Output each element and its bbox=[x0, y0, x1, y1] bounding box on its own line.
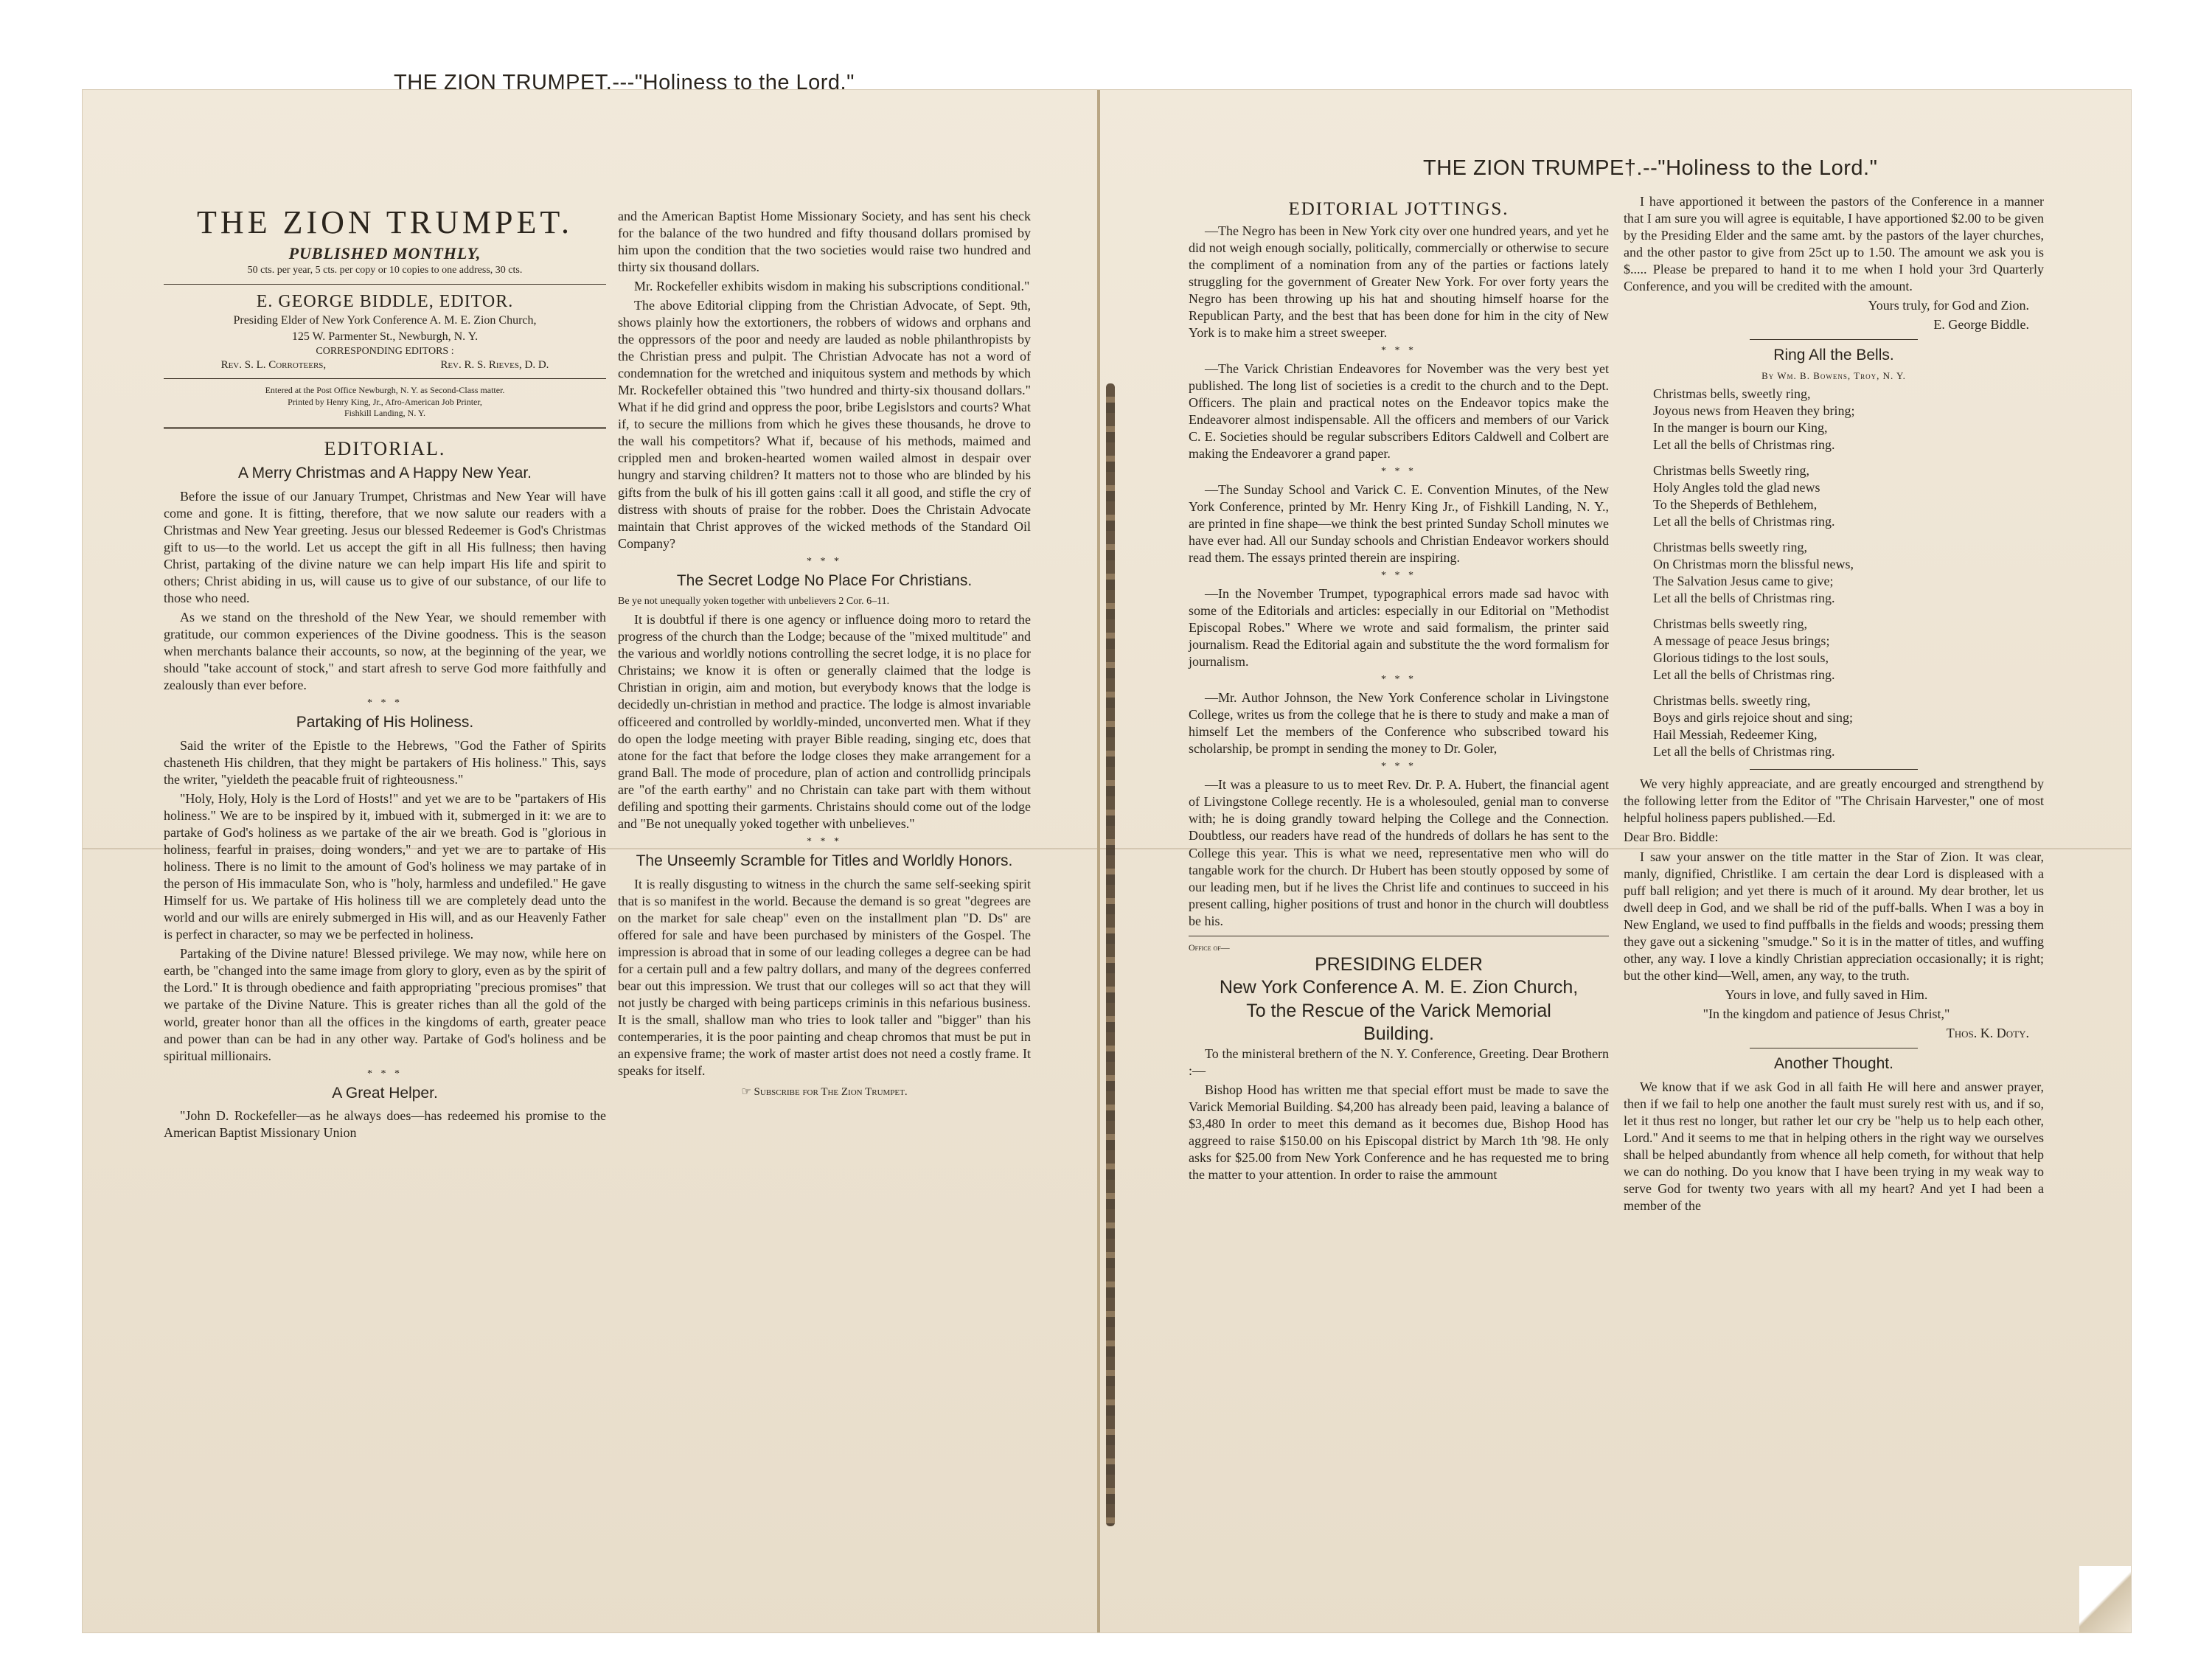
section-stars: * * * bbox=[807, 835, 842, 847]
running-head-left: THE ZION TRUMPET.---"Holiness to the Lord." bbox=[394, 71, 855, 94]
poem-line: Let all the bells of Christmas ring. bbox=[1653, 437, 1835, 452]
poem-byline: By Wm. B. Bowens, Troy, N. Y. bbox=[1761, 370, 1906, 382]
rescue-title: To the Rescue of the Varick Memorial bbox=[1246, 1000, 1551, 1021]
paragraph: Mr. Rockefeller exhibits wisdom in making his subscriptions conditional." bbox=[634, 279, 1030, 294]
subscription-rates: 50 cts. per year, 5 cts. per copy or 10 copies to one address, 30 cts. bbox=[247, 265, 523, 276]
paragraph: Bishop Hood has written me that special effort must be made to save the Varick Memorial Building. $4,200 has already been paid, leaving a balance of $3,480 In order to meet this demand as it becomes due, Bishop Hood has aggreed to raise $150.00 on his Episcopal district by March 1th '98. He only asks for $25.00 from New York Conference and he has requested me to bring the matter to your attention. In order to raise the ammount bbox=[1189, 1082, 1609, 1183]
divider bbox=[1750, 769, 1918, 770]
lodge-subhead: The Secret Lodge No Place For Christians. bbox=[676, 571, 973, 589]
divider bbox=[164, 284, 606, 285]
poem-line: Christmas bells Sweetly ring, bbox=[1653, 462, 1809, 478]
entered-notice: Entered at the Post Office Newburgh, N. Y. as Second-Class matter. bbox=[265, 384, 505, 395]
christmas-subhead: A Merry Christmas and A Happy New Year. bbox=[237, 464, 532, 481]
divider bbox=[1750, 339, 1918, 340]
poem-line: Christmas bells sweetly ring, bbox=[1653, 540, 1807, 554]
column-2 bbox=[618, 208, 1031, 1099]
editor-name: E. GEORGE BIDDLE, EDITOR. bbox=[256, 291, 514, 311]
section-stars: * * * bbox=[1381, 570, 1416, 582]
paragraph: —Mr. Author Johnson, the New York Conference scholar in Livingstone College, writes us from the college that he is there to study and make a man of himself Let the members of the Conference who subscribed toward his scholarship, be prompt in sending the money to Dr. Goler, bbox=[1189, 690, 1609, 757]
published-monthly: PUBLISHED MONTHLY, bbox=[288, 244, 481, 263]
paragraph: "John D. Rockefeller—as he always does—has redeemed his promise to the American Baptist Missionary Union bbox=[164, 1108, 606, 1141]
poem-stanza bbox=[1624, 616, 2044, 684]
section-stars: * * * bbox=[1381, 674, 1416, 686]
paragraph: Partaking of the Divine nature! Blessed privilege. We may now, while here on earth, be "changed into the same image from glory to glory, even as by the spirit of the Lord." It is through obedience and faith appropriating "precious promises" that we partake of the Divine Nature. This is greater riches than all the gold of the world, greater honor than all the offices in the kingdoms of earth, greater peace and power than can be had in any other way. Partake of God's holiness and be spiritual millionairs. bbox=[164, 946, 606, 1063]
paragraph: It is doubtful if there is one agency or influence doing moro to retard the progress of the church than the Lodge; because of the "mixed multitude" and the various and worldly notions controlling the secret lodge, it is no place for Christains; we know it is often or generally claimed that the lodge is Christian in origin, aim and motion, but everybody knows that the lodge is decidedly un-christian in method and practice. The lodge is almost invariable officeered and controlled by worldly-minded, unconverted men. What if they do open the lodge meeting with prayer Bible reading, singing etc, does that atone for the fact that before the lodge closes they make arrangement for a grand Ball. The mode of procedure, plan of action and controllidg principals are "of the earth earthy" and no Christain can take part with them without defiling and spotting their garments. Christains should come out of the lodge and "Be not unequally yoked together with unbelieves." bbox=[618, 612, 1031, 831]
section-stars: * * * bbox=[1381, 345, 1416, 357]
center-tear bbox=[1106, 383, 1115, 1526]
corresponding-editor-1: Rev. S. L. Corroteers, bbox=[220, 358, 327, 371]
section-stars: * * * bbox=[1381, 761, 1416, 773]
double-divider bbox=[164, 427, 606, 429]
poem-line: Let all the bells of Christmas ring. bbox=[1653, 744, 1835, 759]
signature-line-1: Yours truly, for God and Zion. bbox=[1868, 298, 2029, 313]
scramble-subhead: The Unseemly Scramble for Titles and Worldly Honors. bbox=[636, 852, 1013, 869]
paragraph: —The Sunday School and Varick C. E. Convention Minutes, of the New York Conference, printed by Mr. Henry King Jr., of Fishkill Landing, N. Y., are printed in fine shape—we think the best printed Sunday Scholl minutes we have ever had. All our Sunday schools and Christian Endeavor workers should read them. The essays printed therein are inspiring. bbox=[1189, 482, 1609, 566]
paragraph: —The Negro has been in New York city over one hundred years, and yet he did not weigh enough socially, politically, commercially or otherwise to secure the compliment of a nomination from any of the parties or factions lately struggling for the government of Greater New York. For over forty years the Negro has been throwing up his hat and shouting himself hoarse for the Republican Party, and the best that has been done for him in the city of New York is to make him a street sweeper. bbox=[1189, 223, 1609, 341]
poem-line: Let all the bells of Christmas ring. bbox=[1653, 591, 1835, 606]
closing-line-1: Yours in love, and fully saved in Him. bbox=[1725, 987, 1928, 1002]
paragraph: "Holy, Holy, Holy is the Lord of Hosts!" and yet we are to be "partakers of His holiness." We are to be inspired by it, imbued with it, submerged in it: we are to partake of God's holiness as we partake of the air we breath. God is "glorious in holiness, fearful in praises, doing wonders," and yet we are to partake of His holiness. There is no limit to the amount of God's holiness we may partake of in the person of His immaculate Son, who is "holy, harmless and undefiled." He gave Himself for us. We partake of His holiness till we are completely dead unto the world and our wills are enirely submerged in His will, and as our Heavenly Father is perfect in character, so may we be perfected in holiness. bbox=[164, 791, 606, 942]
corresponding-label: CORRESPONDING EDITORS : bbox=[316, 345, 454, 357]
paragraph: and the American Baptist Home Missionary Society, and has sent his check for the balance of the two hundred and fifty thousand dollars promised by him upon the condition that the two societies would raise two hundred and thirty six thousand dollars. bbox=[618, 209, 1031, 275]
section-stars: * * * bbox=[807, 555, 842, 567]
column-3 bbox=[1189, 193, 1609, 1186]
office-label: Office of— bbox=[1189, 942, 1230, 953]
paragraph: We know that if we ask God in all faith He will here and answer prayer, then if we fail to help one another the fault must surely rest with us, and if so, let it thus rest no longer, but rather let our cry be "help us to help each other, Lord." And it seems to me that in helping others in the right way we ourselves shall be helped abundantly from whence all help cometh, for without that help we can do nothing. Do you know that I have been trying in my weak way to serve God for twenty two years with all my heart? And yet I had been a member of the bbox=[1624, 1079, 2044, 1213]
column-4 bbox=[1624, 193, 2044, 1217]
subscribe-notice: ☞ Subscribe for The Zion Trumpet. bbox=[741, 1085, 908, 1098]
poem-line: Holy Angles told the glad news bbox=[1653, 479, 1820, 495]
jottings-heading: EDITORIAL JOTTINGS. bbox=[1288, 199, 1509, 219]
paragraph: The above Editorial clipping from the Christian Advocate, of Sept. 9th, shows plainly how the extortioners, the robbers of widows and orphans and the oppressors of the poor and needy are lauded as noble philanthropists by the Christian press and pulpit. The Christian Advocate has not a word of condemnation for the wretched and iniquitous system and methods by which Mr. Rockefeller obtained this "two hundred and thirty-six thousand dollars." What if he did grind and oppress the poor, bribe Legislstors and courts? What if, to secure the millions from which he gives these thousands, he drove to the wall his competitors? What if, because of his methods, maimed and crippled men and broken-hearted women wailed almost in despair over hungry and starving children? It matters not to those who are blinded by his gifts from the bulk of his ill gotten gains :call it all good, and stifle the cry of distress with shouts of praise for the robber. Does the Christain Advocate maintain that Christ approves of the wicked methods of the Standard Oil Company? bbox=[618, 298, 1031, 551]
paragraph: I saw your answer on the title matter in the Star of Zion. It was clear, manly, dignified, Christlike. I am certain the dear Lord is displeased with a puff ball religion; and yet there is much of it around. My dear brother, let us dwell deep in God, and we shall be rid of the puff-balls. When I was a boy in New England, we used to find puffballs in the fields and woods; pressing them they gave out a sickening "smudge." So it is in the matter of titles, and wuffing other, any way. I love a kindly Christian appreciation occasionally; it is right; but the other kind—Well, amen, any way, to the truth. bbox=[1624, 849, 2044, 983]
poem-line: A message of peace Jesus brings; bbox=[1653, 633, 1830, 649]
lodge-epigraph: Be ye not unequally yoken together with unbelievers 2 Cor. 6–11. bbox=[618, 596, 890, 608]
poem-line: Boys and girls rejoice shout and sing; bbox=[1653, 710, 1853, 726]
paragraph: Said the writer of the Epistle to the Hebrews, "God the Father of Spirits chasteneth His children, that they might be partakers of His holiness." This, says the writer, "yieldeth the peacable fruit of righteousness." bbox=[164, 738, 606, 787]
poem-line: Glorious tidings to the lost souls, bbox=[1653, 650, 1829, 666]
building-title: Building. bbox=[1363, 1023, 1434, 1044]
masthead-title: THE ZION TRUMPET. bbox=[197, 204, 573, 240]
poem-stanza bbox=[1624, 539, 2044, 607]
printer-line-2: Fishkill Landing, N. Y. bbox=[344, 408, 425, 419]
conference-title: New York Conference A. M. E. Zion Church, bbox=[1219, 977, 1579, 998]
poem bbox=[1624, 386, 2044, 761]
poem-line: Hail Messiah, Redeemer King, bbox=[1653, 727, 1818, 742]
closing-signature: Thos. K. Doty. bbox=[1946, 1025, 2029, 1040]
running-head-right: THE ZION TRUMPE†.--"Holiness to the Lord." bbox=[1423, 156, 1878, 180]
presiding-elder-title: PRESIDING ELDER bbox=[1315, 954, 1483, 975]
corresponding-editor-2: Rev. R. S. Rieves, D. D. bbox=[440, 358, 549, 371]
paragraph: It is really disgusting to witness in the church the same self-seeking spirit that is so manifest in the world. Because the demand is so great "degrees are on the market for sale cheap" even on the installment plan "D. Ds" are offered for sale and have been purchased by ministers of the Gospel. The impression is abroad that in some of our leading colleges a degree can be had for a certain pull and a few paltry dollars, and many of the degrees conferred bear out this impression. We trust that our colleges will so act that they will not justly be charged with being particeps criminis in this nefarious business. It is the small, shallow man who tries to look taller and "bigger" than his contemperaries, it is the poor painting and cheap chromos that must be put in an expensive frame; the work of master artist does not need a costly frame. It speaks for itself. bbox=[618, 876, 1031, 1078]
poem-stanza bbox=[1624, 692, 2044, 760]
editor-title: Presiding Elder of New York Conference A. M. E. Zion Church, bbox=[233, 314, 537, 327]
poem-line: To the Sheperds of Bethlehem, bbox=[1653, 496, 1818, 512]
paragraph: As we stand on the threshold of the New Year, we should remember with gratitude, our common experiences of the Divine goodness. This is the season when merchants balance their accounts, so now, at the beginning of the year, we should "take account of stock," and start afresh to serve God more faithfully and zealously than ever before. bbox=[164, 610, 606, 693]
paragraph: —The Varick Christian Endeavores for November was the very best yet published. The long list of societies is a credit to the church and to the Dept. Officers. The plain and practical notes on the Endeavor topics make the Endeavorer almost indispensable. All the officers and members of our Varick C. E. Societies should be regular subscribers Editors Caldwell and Colbert are making the Endeavorer a grand paper. bbox=[1189, 361, 1609, 462]
divider bbox=[164, 378, 606, 379]
signature-line-2: E. George Biddle. bbox=[1933, 317, 2029, 333]
poem-line: Christmas bells, sweetly ring, bbox=[1653, 386, 1811, 401]
center-fold bbox=[1097, 90, 1100, 1632]
page-curl-corner bbox=[2079, 1566, 2131, 1632]
paragraph: Before the issue of our January Trumpet, Christmas and New Year will have come and gone. It is fitting, therefore, that we now salute our readers with a Christmas and New Year greeting. Jesus our blessed Redeemer is God's Christmas gift to us—to the world. Let us accept the gift in all His fullness; then having Christ, partaking of the divine nature we can help impart His life and spirit to others; Christ abiding in us, will cause us to give of our substance, of our life to those who need. bbox=[164, 488, 606, 606]
paragraph: We very highly appreaciate, and are greatly encourged and strengthend by the following letter from the Editor of "The Chrisain Harvester," one of most helpful holiness papers published.—Ed. bbox=[1624, 776, 2044, 826]
poem-line: The Salvation Jesus came to give; bbox=[1653, 574, 1834, 589]
bells-subhead: Ring All the Bells. bbox=[1773, 347, 1894, 364]
paragraph: I have apportioned it between the pastors of the Conference in a manner that I am sure you will agree is equitable, I have apportioned $2.00 to be given by the Presiding Elder and the same amt. by the pastors of the layer churches, and the other pastor to give from 25ct up to 1.50. The amount we ask you is $..... Please be prepared to hand it to me when I hold your 3rd Quarterly Conference, and you will be credited with the amount. bbox=[1624, 194, 2044, 294]
closing-line-2: "In the kingdom and patience of Jesus Christ," bbox=[1703, 1006, 1950, 1021]
holiness-subhead: Partaking of His Holiness. bbox=[296, 714, 474, 731]
poem-stanza bbox=[1624, 386, 2044, 453]
poem-line: Christmas bells sweetly ring, bbox=[1653, 616, 1807, 632]
column-1 bbox=[164, 199, 606, 1144]
poem-line: On Christmas morn the blissful news, bbox=[1653, 557, 1854, 572]
paragraph: To the ministeral brethern of the N. Y. Conference, Greeting. Dear Brothern :— bbox=[1189, 1046, 1609, 1079]
editorial-heading: EDITORIAL. bbox=[324, 437, 446, 459]
section-stars: * * * bbox=[367, 698, 403, 709]
poem-line: In the manger is bourn our King, bbox=[1653, 420, 1828, 435]
poem-line: Joyous news from Heaven they bring; bbox=[1653, 403, 1855, 418]
poem-line: Christmas bells. sweetly ring, bbox=[1653, 693, 1811, 709]
section-stars: * * * bbox=[367, 1068, 403, 1079]
section-stars: * * * bbox=[1381, 466, 1416, 478]
paragraph: —In the November Trumpet, typographical errors made sad havoc with some of the Editorials and articles: especially in our Editorial on "Methodist Episcopal Robes." Where we wrote and said formalism, the printer said journalism. Read the Editorial again and substitute the the word formalism for journalism. bbox=[1189, 586, 1609, 669]
editor-address: 125 W. Parmenter St., Newburgh, N. Y. bbox=[291, 330, 479, 343]
poem-stanza bbox=[1624, 462, 2044, 530]
poem-line: Let all the bells of Christmas ring. bbox=[1653, 513, 1835, 529]
poem-line: Let all the bells of Christmas ring. bbox=[1653, 667, 1835, 683]
salutation: Dear Bro. Biddle: bbox=[1624, 830, 1719, 845]
helper-subhead: A Great Helper. bbox=[332, 1084, 438, 1102]
another-thought-subhead: Another Thought. bbox=[1774, 1054, 1893, 1072]
corresponding-editors bbox=[164, 358, 606, 372]
paragraph: —It was a pleasure to us to meet Rev. Dr. P. A. Hubert, the financial agent of Livingstone College recently. He is a wholesouled, genial man to converse with; he is doing grandly toward helping the College and the Connection. Doubtless, our readers have read of the hundreds of dollars he has sent to the College this year. This is what we need, representative men who will do tangable work for the church. Dr Hubert has been stoutly opposed by some of our leading men, but if he lives the Christ life and continues to succeed in his present calling, higher positions of trust and honor in the church will doubtless be his. bbox=[1189, 777, 1609, 928]
printer-line-1: Printed by Henry King, Jr., Afro-American Job Printer, bbox=[288, 396, 482, 407]
